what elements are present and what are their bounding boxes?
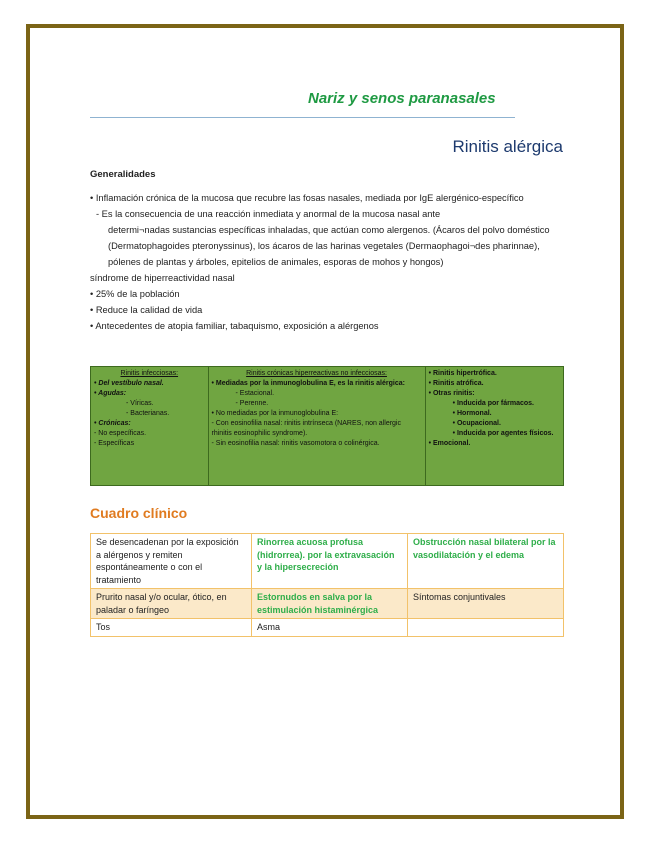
header-rule [90, 117, 515, 118]
table-cell: Prurito nasal y/o ocular, ótico, en paladar o faríngeo [91, 589, 252, 619]
table-cell: Asma [252, 619, 408, 637]
table-cell [408, 619, 564, 637]
line-1: síndrome de hiperreactividad nasal [90, 273, 235, 283]
col2-item: - Perenne. [235, 400, 269, 407]
col3-item: • Otras rinitis: [428, 390, 475, 397]
generalidades-body [90, 190, 566, 334]
col3-item: • Inducida por fármacos. [452, 400, 535, 407]
table-row [91, 619, 564, 637]
col1-item: - No específicas. [94, 430, 147, 437]
col1-item: • Crónicas: [94, 420, 131, 427]
infectious-column [91, 367, 209, 485]
section-title: Cuadro clínico [90, 505, 188, 521]
col2-item: - Con eosinofilia nasal: rinitis intrínseca (NARES, non allergic rhinitis eosinophilic syndrome). [211, 420, 401, 437]
page-header: Nariz y senos paranasales [308, 90, 496, 107]
bullet-1: • Inflamación crónica de la mucosa que recubre las fosas nasales, mediada por IgE alergénico-específico [90, 193, 524, 203]
table-row [91, 534, 564, 589]
clinical-table [90, 533, 564, 637]
dash-continuation: determi¬nadas sustancias específicas inhaladas, que actúan como alergenos. (Ácaros del polvo doméstico (Dermatophagoides pteronyssinus), los ácaros de las harinas vegetales (Dermaophagoi¬des pharinnae), pólenes de plantas y árboles, epitelios de animales, esporas de mohos y hongos) [108, 225, 550, 267]
col2-item: - Sin eosinofilia nasal: rinitis vasomotora o colinérgica. [211, 440, 380, 447]
table-cell: Obstrucción nasal bilateral por la vasodilatación y el edema [408, 534, 564, 589]
col2-item: - Estacional. [235, 390, 275, 397]
dash-item [90, 206, 566, 270]
col3-item: • Emocional. [428, 440, 471, 447]
col3-item: • Hormonal. [452, 410, 492, 417]
generalidades-heading: Generalidades [90, 169, 156, 180]
col1-item: - Bacterianas. [126, 410, 170, 417]
col1-item: • Agudas: [94, 390, 127, 397]
table-cell: Se desencadenan por la exposición a alérgenos y remiten espontáneamente o con el tratamiento [91, 534, 252, 589]
other-column [426, 367, 563, 485]
line-2: • 25% de la población [90, 289, 180, 299]
col2-heading: Rinitis crónicas hiperreactivas no infecciosas: [246, 370, 387, 377]
line-4: • Antecedentes de atopia familiar, tabaquismo, exposición a alérgenos [90, 321, 379, 331]
table-cell: Síntomas conjuntivales [408, 589, 564, 619]
table-cell: Rinorrea acuosa profusa (hidrorrea). por la extravasación y la hipersecreción [252, 534, 408, 589]
dash-lead: - Es la consecuencia de una reacción inmediata y anormal de la mucosa nasal ante [96, 209, 441, 219]
col3-item: • Rinitis atrófica. [428, 380, 484, 387]
classification-box [90, 366, 564, 486]
col1-item: - Específicas [94, 440, 135, 447]
chronic-column [209, 367, 426, 485]
table-cell: Tos [91, 619, 252, 637]
col3-item: • Ocupacional. [452, 420, 501, 427]
col2-item: • Mediadas por la inmunoglobulina E, es la rinitis alérgica: [211, 380, 405, 387]
page-title: Rinitis alérgica [452, 137, 563, 156]
col1-heading: Rinitis infecciosas: [120, 370, 179, 377]
col3-item: • Inducida por agentes físicos. [452, 430, 554, 437]
col1-item: • Del vestíbulo nasal. [94, 380, 164, 387]
col1-item: - Víricas. [126, 400, 154, 407]
col3-item: • Rinitis hipertrófica. [428, 370, 497, 377]
table-cell: Estornudos en salva por la estimulación histaminérgica [252, 589, 408, 619]
table-row [91, 589, 564, 619]
col2-item: • No mediadas por la inmunoglobulina E: [211, 410, 339, 417]
line-3: • Reduce la calidad de vida [90, 305, 203, 315]
